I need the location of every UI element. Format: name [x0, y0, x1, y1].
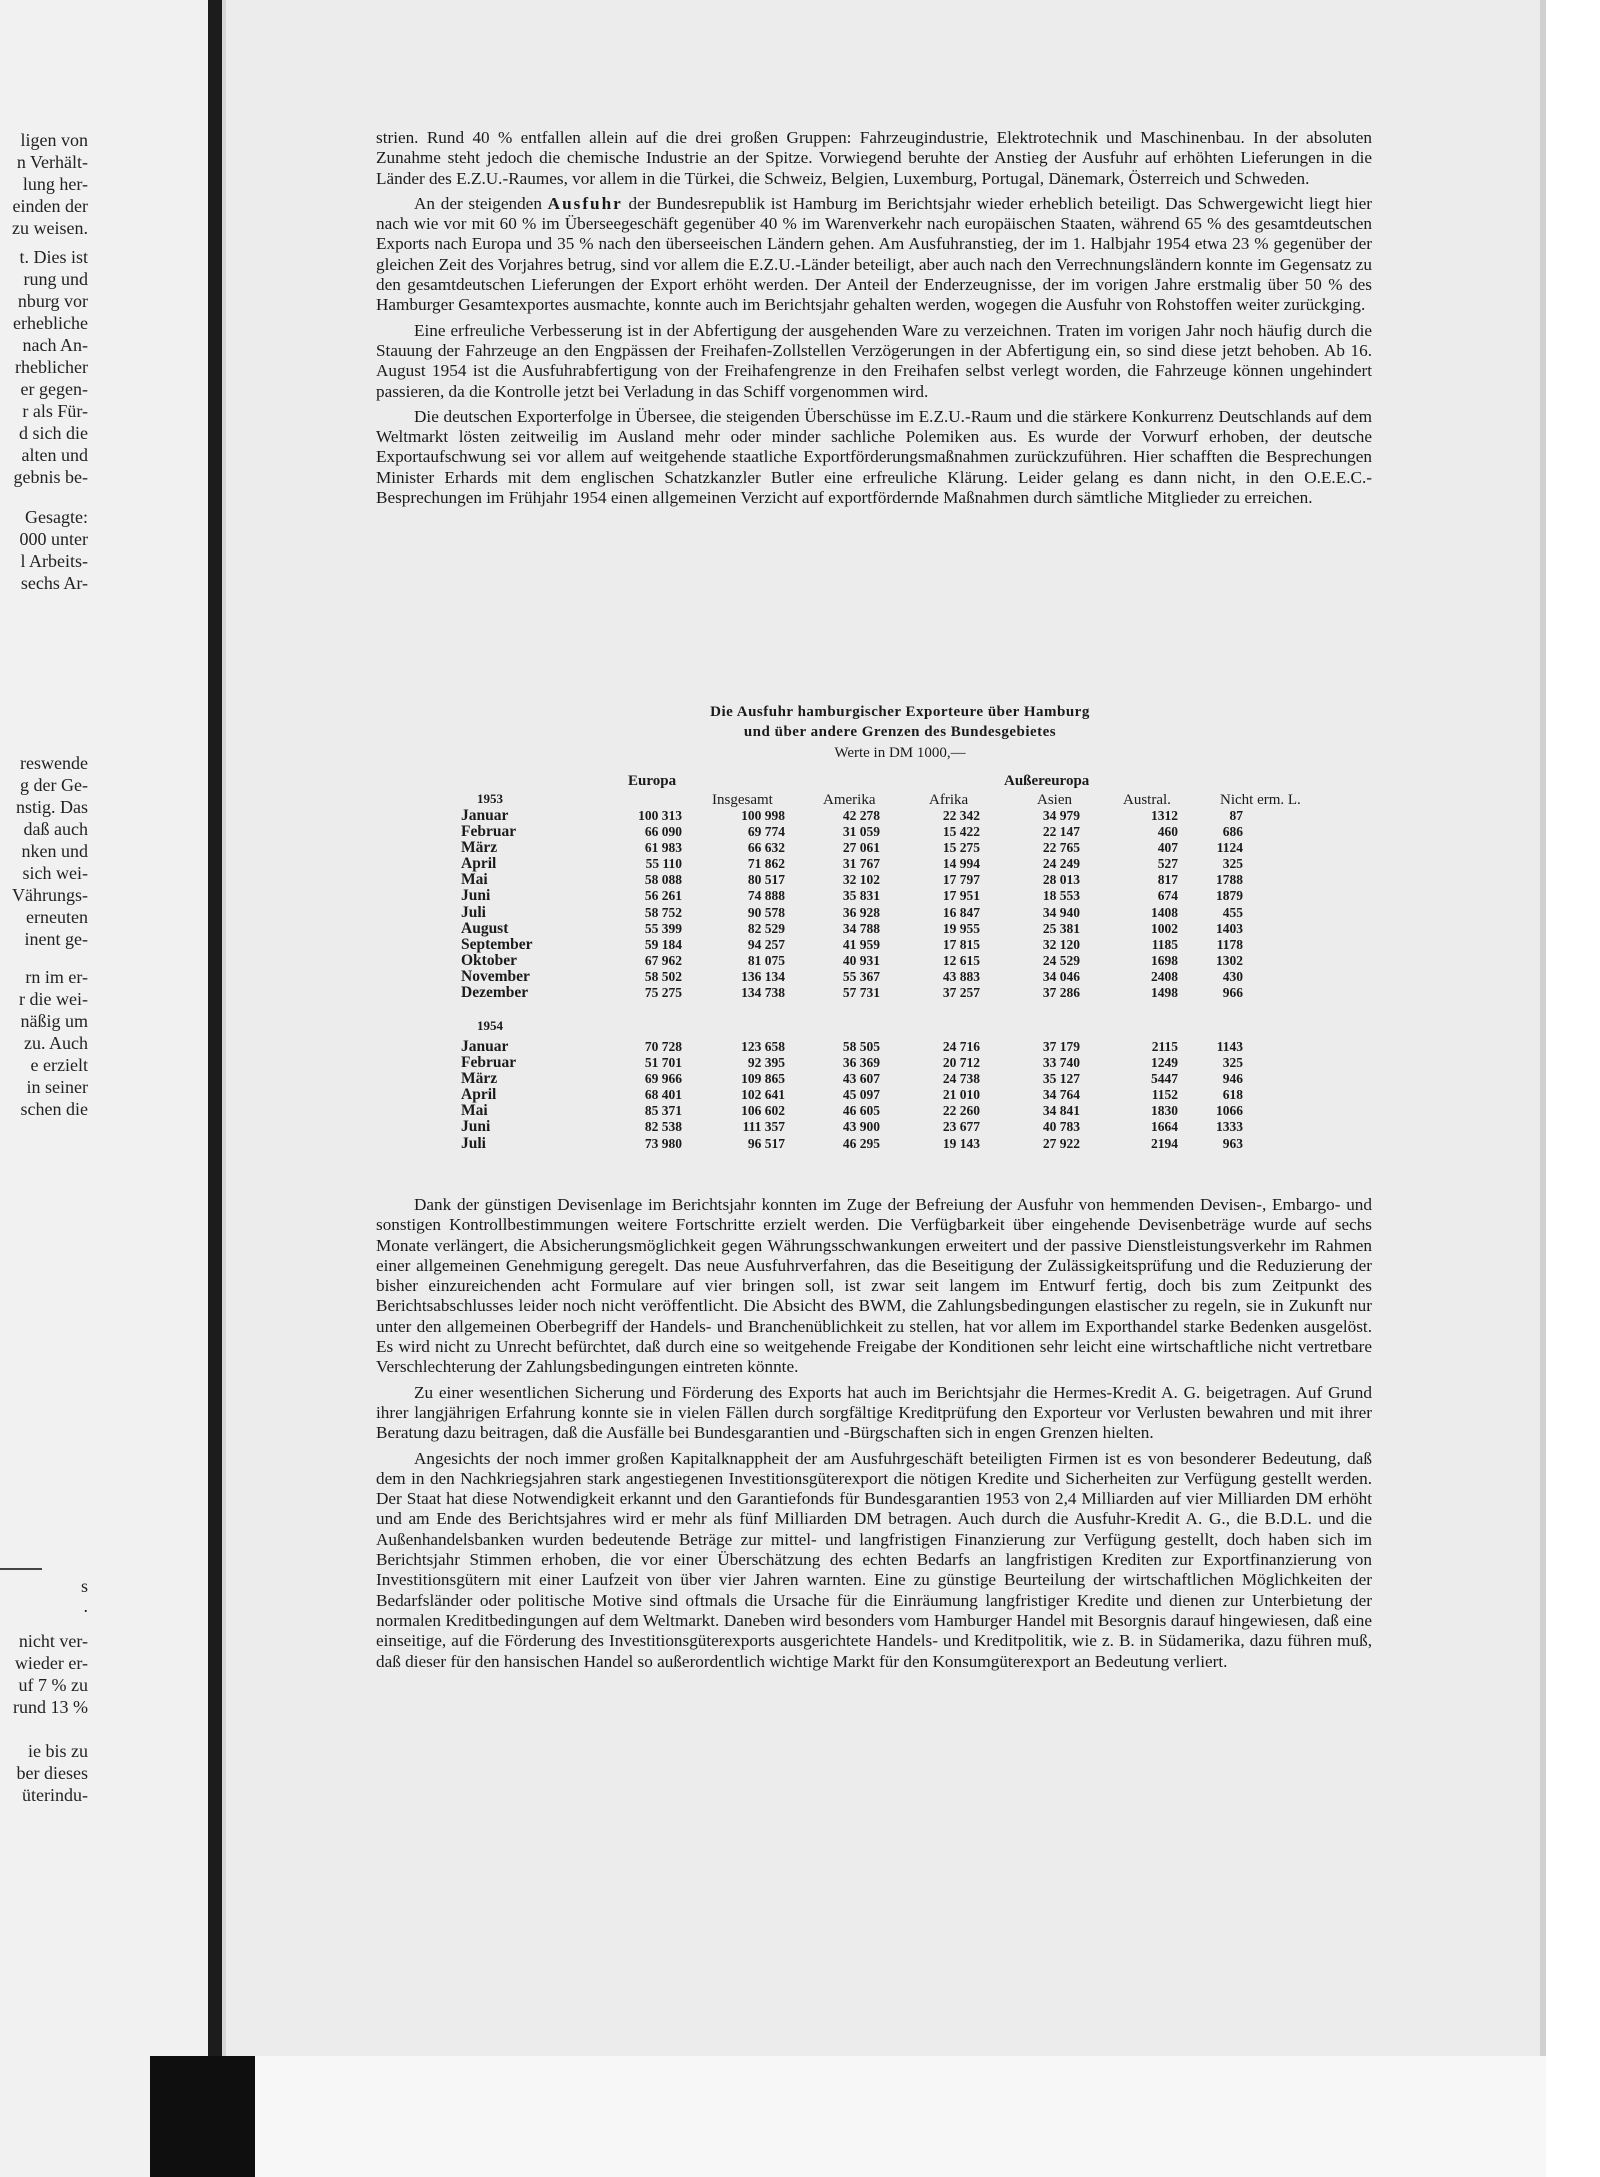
table-cell: 100 313	[638, 808, 682, 823]
table-cell: 22 342	[942, 808, 980, 823]
table-cell: 1403	[1216, 920, 1243, 936]
adjacent-page-line: üterindu-	[22, 1785, 88, 1805]
table-cell: 1312	[1151, 808, 1178, 823]
adjacent-page-line: näßig um	[20, 1011, 88, 1031]
table-cell: 45 097	[842, 1087, 880, 1103]
table-cell: 75 275	[644, 985, 682, 1001]
table-cell: 94 257	[747, 936, 785, 952]
table-cell: 2408	[1151, 968, 1178, 984]
adjacent-page-line: inent ge-	[24, 929, 88, 949]
table-cell: 1333	[1216, 1119, 1243, 1135]
table-cell: 18 553	[1042, 888, 1080, 904]
table-cell: 36 369	[842, 1055, 880, 1071]
column-europa	[582, 1039, 682, 1152]
table-cell: 56 261	[644, 888, 682, 904]
table-cell: 33 740	[1042, 1055, 1080, 1071]
paragraph-hermes-kredit: Zu einer wesentlichen Sicherung und Förderung des Exports hat auch im Berichtsjahr die Hermes-Kredit A. G. beigetragen. Auf Grund ihrer langjährigen Erfahrung konnte sie in vielen Fällen durch sorgfältige Kreditprüfung den Exporteur vor Verlusten bewahren und mit ihrer Beratung dazu beitragen, daß die Ausfälle bei Bundesgarantien und -Bürgschaften sich in engen Grenzen hielten.	[376, 1382, 1372, 1443]
table-cell: 34 940	[1042, 904, 1080, 920]
column-asien	[980, 1039, 1080, 1152]
column-insgesamt	[685, 1039, 785, 1152]
adjacent-page-line: nburg vor	[17, 291, 88, 311]
column-header-asien: Asien	[1037, 792, 1072, 808]
table-cell: 59 184	[644, 936, 682, 952]
table-cell: 32 120	[1042, 936, 1080, 952]
table-cell: 325	[1222, 1055, 1243, 1071]
page-right-margin	[1546, 0, 1600, 2177]
adjacent-page-line: einden der	[12, 196, 88, 216]
table-cell: 58 752	[644, 904, 682, 920]
table-cell: 23 677	[942, 1119, 980, 1135]
adjacent-page-line: e erzielt	[30, 1055, 88, 1075]
table-cell: 1498	[1151, 985, 1178, 1001]
table-cell: 1066	[1216, 1103, 1243, 1119]
table-cell: 686	[1222, 824, 1243, 840]
table-cell: 31 059	[842, 824, 880, 840]
table-cell: 1302	[1216, 952, 1243, 968]
adjacent-page-rule	[0, 1568, 42, 1570]
month-label: Mai	[461, 871, 488, 889]
table-cell: 85 371	[644, 1103, 682, 1119]
table-cell: 24 249	[1042, 856, 1080, 872]
table-cell: 24 716	[942, 1039, 980, 1054]
table-cell: 35 127	[1042, 1071, 1080, 1087]
table-cell: 1124	[1216, 840, 1243, 856]
adjacent-page-line: nken und	[21, 841, 88, 861]
adjacent-page-line: ber dieses	[16, 1763, 88, 1783]
table-cell: 5447	[1151, 1071, 1178, 1087]
column-header-insgesamt: Insgesamt	[712, 792, 773, 808]
adjacent-page-line: zu weisen.	[12, 218, 88, 238]
adjacent-page-line: wieder er-	[14, 1653, 88, 1673]
table-cell: 134 738	[741, 985, 785, 1001]
table-cell: 15 275	[942, 840, 980, 856]
column-header-nicht-erm: Nicht erm. L.	[1220, 792, 1301, 808]
table-cell: 102 641	[741, 1087, 785, 1103]
column-europa	[582, 808, 682, 1001]
adjacent-page-line: gebnis be-	[13, 467, 88, 487]
table-cell: 20 712	[942, 1055, 980, 1071]
adjacent-page-line: nach An-	[22, 335, 88, 355]
month-label: Februar	[461, 823, 517, 841]
table-cell: 37 257	[942, 985, 980, 1001]
adjacent-page-line: 000 unter	[19, 529, 88, 549]
table-cell: 963	[1222, 1135, 1243, 1151]
table-cell: 15 422	[942, 824, 980, 840]
month-label: März	[461, 1070, 498, 1088]
paragraph-exporterfolge: Die deutschen Exporterfolge in Übersee, die steigenden Überschüsse im E.Z.U.-Raum und die stärkere Konkurrenz Deutschlands auf dem Weltmarkt lösten zeitweilig im Ausland mehr oder minder sachliche Polemiken aus. Es wurde der Vorwurf erhoben, der deutsche Exportaufschwung sei vor allem auf weitgehende staatliche Exportförderungsmaßnahmen zurückzuführen. Hier schafften die Besprechungen Minister Erhards mit dem englischen Schatzkanzler Butler eine erfreuliche Klärung. Leider gelang es dann nicht, in den O.E.E.C.-Besprechungen im Frühjahr 1954 einen allgemeinen Verzicht auf exportfördernde Maßnahmen durch sämtliche Mitglieder zu erreichen.	[376, 406, 1372, 508]
adjacent-page-line: r die wei-	[19, 989, 88, 1009]
month-label: Oktober	[461, 951, 517, 969]
month-label: Mai	[461, 1102, 488, 1120]
adjacent-page-line: ie bis zu	[28, 1741, 88, 1761]
header-aussereuropa: Außereuropa	[1004, 773, 1090, 789]
table-cell: 1249	[1151, 1055, 1178, 1071]
table-cell: 109 865	[741, 1071, 785, 1087]
table-cell: 22 147	[1042, 824, 1080, 840]
table-cell: 24 738	[942, 1071, 980, 1087]
table-cell: 37 179	[1042, 1039, 1080, 1054]
table-cell: 87	[1229, 808, 1243, 823]
adjacent-page-line: rheblicher	[15, 357, 88, 377]
table-cell: 34 788	[842, 920, 880, 936]
table-cell: 40 783	[1042, 1119, 1080, 1135]
table-cell: 407	[1157, 840, 1178, 856]
table-cell: 74 888	[747, 888, 785, 904]
table-cell: 34 046	[1042, 968, 1080, 984]
table-cell: 36 928	[842, 904, 880, 920]
table-cell: 455	[1222, 904, 1243, 920]
table-cell: 136 134	[741, 968, 785, 984]
column-insgesamt	[685, 808, 785, 1001]
table-cell: 1002	[1151, 920, 1178, 936]
adjacent-page-line: t. Dies ist	[19, 247, 88, 267]
table-cell: 92 395	[747, 1055, 785, 1071]
table-cell: 25 381	[1042, 920, 1080, 936]
table-cell: 21 010	[942, 1087, 980, 1103]
table-cell: 17 797	[942, 872, 980, 888]
month-label: Juli	[461, 1134, 486, 1152]
month-label: Juni	[461, 887, 491, 905]
adjacent-page-line: erhebliche	[13, 313, 88, 333]
table-subtitle: Werte in DM 1000,—	[834, 745, 966, 761]
table-cell: 1185	[1151, 936, 1178, 952]
month-column	[461, 1039, 581, 1152]
table-cell: 37 286	[1042, 985, 1080, 1001]
paragraph-devisenlage: Dank der günstigen Devisenlage im Berichtsjahr konnten im Zuge der Befreiung der Ausfuhr von hemmenden Devisen-, Embargo- und sonstigen Kontrollbestimmungen weitere Fortschritte erzielt werden. Die Verfügbarkeit über eingehende Devisenbeträge wurde auf sechs Monate verlängert, die Absicherungsmöglichkeit gegen Währungsschwankungen erweitert und der passive Dienstleistungsverkehr im Rahmen einer allgemeinen Genehmigung geregelt. Das neue Ausfuhrverfahren, das die Beseitigung der Zulässigkeitsprüfung und die Reduzierung der bisher einzureichenden acht Formulare auf vier bringen soll, ist zwar seit langem im Entwurf fertig, doch bis zum Zeitpunkt des Berichtsabschlusses leider noch nicht veröffentlicht. Die Absicht des BWM, die Zahlungsbedingungen elastischer zu regeln, sie in Zukunft nur unter den allgemeinen Oberbegriff der Handels- und Branchenüblichkeit zu stellen, hat vor allem im Exporthandel starke Bedenken ausgelöst. Es wird nicht zu Unrecht befürchtet, daß durch eine so weitgehende Freigabe der Konditionen sehr leicht eine wirtschaftliche nicht vertretbare Verschlechterung der Zahlungsbedingungen eintreten könnte.	[376, 1195, 1372, 1377]
table-cell: 618	[1222, 1087, 1243, 1103]
table-cell: 19 143	[942, 1135, 980, 1151]
column-asien	[980, 808, 1080, 1001]
table-cell: 14 994	[942, 856, 980, 872]
table-cell: 1408	[1151, 904, 1178, 920]
table-title-line-2: und über andere Grenzen des Bundesgebietes	[743, 724, 1057, 740]
month-label: Juli	[461, 903, 486, 921]
column-nicht-erm	[1143, 808, 1243, 1001]
adjacent-page-line: daß auch	[23, 819, 88, 839]
table-cell: 1143	[1216, 1039, 1243, 1054]
paragraph-ausfuhr-lead: An der steigenden	[414, 193, 542, 213]
adjacent-page-line: uf 7 % zu	[18, 1675, 88, 1695]
table-cell: 966	[1222, 985, 1243, 1001]
paragraph-ausfuhr	[376, 194, 1372, 316]
table-cell: 43 607	[842, 1071, 880, 1087]
table-cell: 946	[1222, 1071, 1243, 1087]
scan-corner-shadow	[150, 2056, 255, 2177]
table-title-line-1: Die Ausfuhr hamburgischer Exporteure über Hamburg	[710, 704, 1090, 720]
table-cell: 674	[1157, 888, 1178, 904]
adjacent-page-line: reswende	[20, 753, 88, 773]
table-cell: 58 502	[644, 968, 682, 984]
table-cell: 40 931	[842, 952, 880, 968]
month-label: Dezember	[461, 984, 529, 1002]
column-amerika	[780, 1039, 880, 1152]
table-cell: 82 529	[747, 920, 785, 936]
month-column	[461, 808, 581, 1001]
table-cell: 96 517	[747, 1135, 785, 1151]
column-header-austral: Austral.	[1123, 792, 1171, 808]
table-cell: 82 538	[644, 1119, 682, 1135]
table-cell: 31 767	[842, 856, 880, 872]
table-cell: 1664	[1151, 1119, 1178, 1135]
adjacent-page-line: Gesagte:	[25, 507, 88, 527]
adjacent-page-line: sich wei-	[22, 863, 88, 883]
table-cell: 1879	[1216, 888, 1243, 904]
adjacent-page-line: schen die	[20, 1099, 88, 1119]
table-cell: 73 980	[644, 1135, 682, 1151]
adjacent-page-line: r als Für-	[22, 401, 88, 421]
adjacent-page-line: erneuten	[26, 907, 88, 927]
column-nicht-erm	[1143, 1039, 1243, 1152]
table-cell: 51 701	[644, 1055, 682, 1071]
table-cell: 58 505	[842, 1039, 880, 1054]
adjacent-page-line: alten und	[21, 445, 88, 465]
table-cell: 46 295	[842, 1135, 880, 1151]
table-cell: 1830	[1151, 1103, 1178, 1119]
body-text-bottom	[376, 1195, 1372, 1672]
month-label: August	[461, 919, 509, 937]
adjacent-page-line: sechs Ar-	[20, 573, 88, 593]
adjacent-page-line: er gegen-	[20, 379, 88, 399]
table-cell: 80 517	[747, 872, 785, 888]
adjacent-page-line: g der Ge-	[20, 775, 88, 795]
table-cell: 1698	[1151, 952, 1178, 968]
month-label: Juni	[461, 1118, 491, 1136]
table-cell: 55 367	[842, 968, 880, 984]
table-cell: 57 731	[842, 985, 880, 1001]
adjacent-page-line: d sich die	[19, 423, 88, 443]
table-cell: 90 578	[747, 904, 785, 920]
column-header-afrika: Afrika	[929, 792, 969, 808]
month-label: April	[461, 1086, 497, 1104]
table-cell: 32 102	[842, 872, 880, 888]
page-bottom-margin	[226, 2056, 1546, 2177]
table-cell: 71 862	[747, 856, 785, 872]
column-amerika	[780, 808, 880, 1001]
table-cell: 81 075	[747, 952, 785, 968]
table-cell: 16 847	[942, 904, 980, 920]
table-cell: 460	[1157, 824, 1178, 840]
table-cell: 34 841	[1042, 1103, 1080, 1119]
header-europa: Europa	[628, 773, 677, 789]
table-cell: 66 090	[644, 824, 682, 840]
month-label: Januar	[461, 807, 509, 824]
month-label: Januar	[461, 1038, 509, 1055]
table-cell: 66 632	[747, 840, 785, 856]
year-1954-label: 1954	[477, 1018, 503, 1033]
column-afrika	[880, 1039, 980, 1152]
adjacent-page-fragment	[0, 0, 208, 2177]
table-cell: 61 983	[644, 840, 682, 856]
table-cell: 55 110	[645, 856, 682, 872]
table-cell: 1152	[1151, 1087, 1178, 1103]
table-cell: 46 605	[842, 1103, 880, 1119]
table-cell: 12 615	[942, 952, 980, 968]
table-cell: 68 401	[644, 1087, 682, 1103]
table-cell: 69 774	[747, 824, 785, 840]
table-cell: 69 966	[644, 1071, 682, 1087]
table-cell: 43 900	[842, 1119, 880, 1135]
table-cell: 430	[1222, 968, 1243, 984]
table-cell: 55 399	[644, 920, 682, 936]
table-cell: 817	[1157, 872, 1178, 888]
table-cell: 106 602	[741, 1103, 785, 1119]
table-cell: 325	[1222, 856, 1243, 872]
adjacent-page-line: n Verhält-	[16, 152, 88, 172]
table-cell: 24 529	[1042, 952, 1080, 968]
adjacent-page-line: rund 13 %	[13, 1697, 88, 1717]
table-cell: 58 088	[644, 872, 682, 888]
table-cell: 1178	[1216, 936, 1243, 952]
table-cell: 67 962	[644, 952, 682, 968]
table-cell: 111 357	[742, 1119, 785, 1135]
table-cell: 27 061	[842, 840, 880, 856]
table-cell: 22 765	[1042, 840, 1080, 856]
table-cell: 1788	[1216, 872, 1243, 888]
table-cell: 41 959	[842, 936, 880, 952]
adjacent-page-line: lung her-	[22, 174, 88, 194]
book-gutter	[208, 0, 222, 2177]
table-cell: 34 764	[1042, 1087, 1080, 1103]
month-label: März	[461, 839, 498, 857]
table-cell: 42 278	[842, 808, 880, 823]
table-cell: 22 260	[942, 1103, 980, 1119]
adjacent-page-line: in seiner	[26, 1077, 88, 1097]
adjacent-page-line: l Arbeits-	[20, 551, 88, 571]
keyword-ausfuhr: Ausfuhr	[547, 193, 623, 213]
table-cell: 19 955	[942, 920, 980, 936]
column-afrika	[880, 808, 980, 1001]
adjacent-page-line: rung und	[23, 269, 88, 289]
table-cell: 17 815	[942, 936, 980, 952]
table-cell: 43 883	[942, 968, 980, 984]
table-cell: 2115	[1151, 1039, 1178, 1054]
paragraph-kapitalknappheit: Angesichts der noch immer großen Kapitalknappheit der am Ausfuhrgeschäft beteiligten Firmen ist es von besonderer Bedeutung, daß dem in den Nachkriegsjahren stark angestiegenen Investitionsgüterexport die nötigen Kredite und Sicherheiten zur Verfügung gestellt werden. Der Staat hat diese Notwendigkeit erkannt und den Garantiefonds für Bundesgarantien 1953 von 2,4 Milliarden auf vier Milliarden DM erhöht und am Ende des Berichtsjahres wird er mehr als fünf Milliarden DM betragen. Auch durch die Ausfuhr-Kredit A. G., die B.D.L. und die Außenhandelsbanken wurden bedeutende Beträge zur mittel- und langfristigen Finanzierung zur Verfügung gestellt, doch haben sich im Berichtsjahr Stimmen erhoben, die vor einer Überschätzung des echten Bedarfs an langfristigen Krediten zur Exportfinanzierung von Investitionsgütern mit einer Laufzeit von über vier Jahren warnten. Eine zu günstige Beurteilung der wirtschaftlichen Möglichkeiten der Bedarfsländer oder politische Motive sind oftmals die Ursache für die Einräumung langfristiger Kredite und dienen zur Unterbietung der normalen Kreditbedingungen auf dem Weltmarkt. Daneben wird besonders vom Hamburger Handel mit Besorgnis darauf hingewiesen, daß eine einseitige, auf die Förderung des Investitionsgüterexports ausgerichtete Handels- und Kreditpolitik, wie z. B. in Südamerika, dazu führen muß, daß dieser für den hansischen Handel so außerordentlich wichtige Markt für den Konsumgüterexport an Bedeutung verliert.	[376, 1448, 1372, 1671]
table-cell: 34 979	[1042, 808, 1080, 823]
adjacent-page-line: Vährungs-	[12, 885, 88, 905]
month-label: Februar	[461, 1054, 517, 1072]
paragraph-abfertigung: Eine erfreuliche Verbesserung ist in der Abfertigung der ausgehenden Ware zu verzeichnen. Traten im vorigen Jahr noch häufig durch die Stauung der Fahrzeuge an den Engpässen der Freihafen-Zollstellen Verzögerungen in der Abfertigung ein, so sind diese jetzt behoben. Ab 16. August 1954 ist die Ausfuhrabfertigung von der Freihafengrenze in den Freihafen selbst verlegt worden, die Fahrzeuge können ungehindert passieren, da die Kontrolle jetzt bei Verladung in das Schiff vorgenommen wird.	[376, 320, 1372, 401]
table-cell: 2194	[1151, 1135, 1178, 1151]
paragraph-intro: strien. Rund 40 % entfallen allein auf die drei großen Gruppen: Fahrzeugindustrie, Elektrotechnik und Maschinenbau. In der absoluten Zunahme steht jedoch die chemische Industrie an der Spitze. Vorwiegend beruhte der Anstieg der Ausfuhr auf erhöhten Lieferungen in die Länder des E.Z.U.-Raumes, vor allem in die Türkei, die Schweiz, Belgien, Luxemburg, Portugal, Dänemark, Österreich und Schweden.	[376, 128, 1372, 188]
body-text-top	[376, 128, 1372, 508]
table-cell: 27 922	[1042, 1135, 1080, 1151]
month-label: September	[461, 935, 533, 953]
adjacent-page-line: nicht ver-	[18, 1631, 88, 1651]
table-cell: 123 658	[741, 1039, 785, 1054]
table-cell: 527	[1157, 856, 1178, 872]
table-cell: 70 728	[644, 1039, 682, 1054]
adjacent-page-line: zu. Auch	[24, 1033, 88, 1053]
table-cell: 17 951	[942, 888, 980, 904]
month-label: November	[461, 967, 530, 985]
paragraph-ausfuhr-body: der Bundesrepublik ist Hamburg im Berichtsjahr wieder erheblich beteiligt. Das Schwergewicht liegt hier nach wie vor mit 60 % im Überseegeschäft gegenüber 40 % im Warenverkehr nach europäischen Staaten, während 65 % des gesamtdeutschen Exports nach Europa und 35 % nach den überseeischen Ländern gehen. Am Ausfuhranstieg, der im 1. Halbjahr 1954 etwa 23 % gegenüber der gleichen Zeit des Vorjahres betrug, sind vor allem die E.Z.U.-Länder beteiligt, aber auch nach den Verrechnungsländern konnte im Gegensatz zu den gesamtdeutschen Lieferungen der Export erhöht werden. Der Anteil der Enderzeugnisse, der im vorigen Jahre erstmalig über 50 % des Hamburger Gesamtexportes ausmachte, konnte auch im Berichtsjahr gehalten werden, wogegen die Ausfuhr von Rohstoffen weiter zurückging.	[376, 193, 1373, 315]
year-1953-label: 1953	[477, 791, 503, 806]
table-cell: 100 998	[741, 808, 785, 823]
table-cell: 35 831	[842, 888, 880, 904]
adjacent-page-line: nstig. Das	[16, 797, 88, 817]
table-cell: 28 013	[1042, 872, 1080, 888]
month-label: April	[461, 855, 497, 873]
adjacent-page-line: s	[80, 1576, 88, 1596]
adjacent-page-line: rn im er-	[25, 967, 88, 987]
adjacent-page-line: .	[83, 1596, 88, 1616]
column-header-amerika: Amerika	[823, 792, 876, 808]
adjacent-page-line: ligen von	[20, 130, 88, 150]
